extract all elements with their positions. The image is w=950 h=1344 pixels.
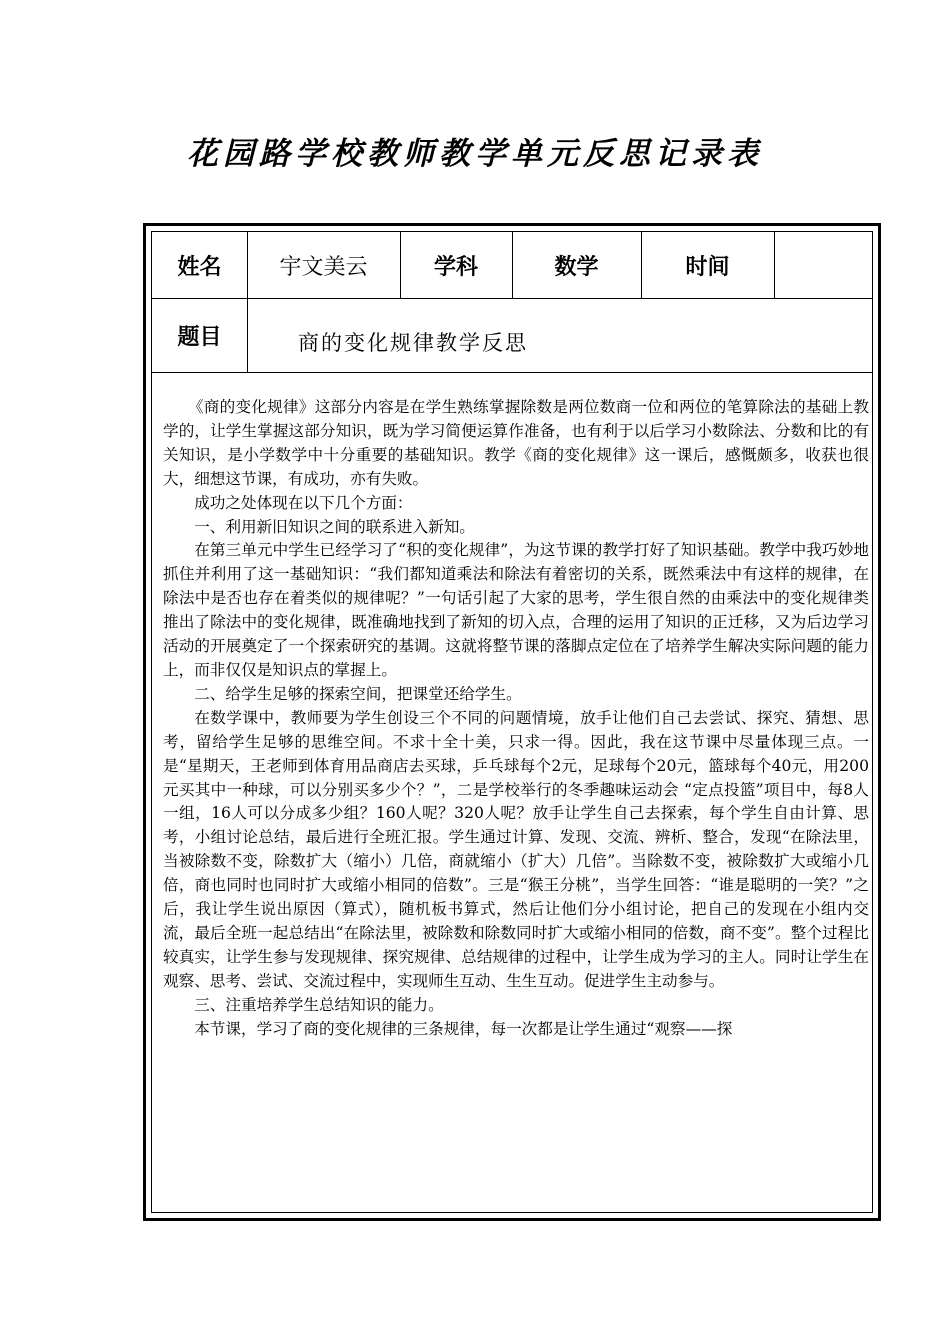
name-value: 宇文美云 bbox=[279, 254, 368, 280]
subject-label: 学科 bbox=[433, 254, 478, 280]
time-value bbox=[774, 232, 878, 298]
topic-value: 商的变化规律教学反思 bbox=[298, 331, 528, 355]
paragraph-point-two: 在数学课中，教师要为学生创设三个不同的问题情境，放手让他们自己去尝试、探究、猜想、思考，留给学生足够的思维空间。不求十全十美，只求一得。因此，我在这节课中尽量体现三点。一是“星期天，王老师到体育用品商店去买球，乒乓球每个2元，足球每个20元，篮球每个40元，用200元买其中一种球，可以分别买多少个？”，二是学校举行的冬季趣味运动会 “定点投篮”项目中，每8人一组，16人可以分成多少组？160人呢？320人呢？放手让学生自己去探索，每个学生自由计算、思考，小组讨论总结，最后进行全班汇报。学生通过计算、发现、交流、辨析、整合，发现“在除法里，当被除数不变，除数扩大（缩小）几倍，商就缩小（扩大）几倍”。当除数不变，被除数扩大或缩小几倍，商也同时也同时扩大或缩小相同的倍数”。三是“猴王分桃”，当学生回答：“谁是聪明的一笑？”之后，我让学生说出原因（算式），随机板书算式，然后让他们分小组讨论，把自己的发现在小组内交流，最后全班一起总结出“在除法里，被除数和除数同时扩大或缩小相同的倍数，商不变”。整个过程比较真实，让学生参与发现规律、探究规律、总结规律的过程中，让学生成为学习的主人。同时让学生在观察、思考、尝试、交流过程中，实现师生互动、生生互动。促进学生主动参与。 bbox=[163, 708, 869, 990]
paragraph-success-lead: 成功之处体现在以下几个方面： bbox=[194, 493, 413, 512]
name-label: 姓名 bbox=[177, 254, 222, 280]
reflection-body bbox=[163, 396, 869, 1041]
paragraph-point-one: 在第三单元中学生已经学习了“积的变化规律”，为这节课的教学打好了知识基础。教学中我巧妙地抓住并利用了这一基础知识：“我们都知道乘法和除法有着密切的关系，既然乘法中有这样的规律，在除法中是否也存在着类似的规律呢？”一句话引起了大家的思考，学生很自然的由乘法中的变化规律类推出了除法中的变化规律，既准确地找到了新知的切入点，合理的运用了知识的正迁移，又为后边学习活动的开展奠定了一个探索研究的基调。这就将整节课的落脚点定位在了培养学生解决实际问题的能力上，而非仅仅是知识点的掌握上。 bbox=[163, 541, 869, 679]
paragraph-point-one-heading: 一、利用新旧知识之间的联系进入新知。 bbox=[194, 517, 475, 536]
record-form-outer-border bbox=[143, 223, 881, 1221]
topic-label: 题目 bbox=[177, 324, 222, 350]
time-label: 时间 bbox=[685, 254, 730, 280]
row-divider-header bbox=[152, 298, 872, 299]
document-title: 花园路学校教师教学单元反思记录表 bbox=[187, 136, 763, 172]
paragraph-intro: 《商的变化规律》这部分内容是在学生熟练掌握除数是两位数商一位和两位的笔算除法的基础上教学的，让学生掌握这部分知识，既为学习简便运算作准备，也有利于以后学习小数除法、分数和比的有关知识，是小学数学中十分重要的基础知识。教学《商的变化规律》这一课后，感慨颇多，收获也很大，细想这节课，有成功，亦有失败。 bbox=[163, 398, 869, 488]
record-form-table bbox=[151, 231, 873, 1213]
paragraph-point-three-heading: 三、注重培养学生总结知识的能力。 bbox=[194, 995, 444, 1014]
row-divider-topic bbox=[152, 372, 872, 373]
paragraph-point-two-heading: 二、给学生足够的探索空间，把课堂还给学生。 bbox=[194, 684, 522, 703]
subject-value: 数学 bbox=[554, 254, 599, 280]
paragraph-point-three: 本节课，学习了商的变化规律的三条规律，每一次都是让学生通过“观察——探 bbox=[194, 1019, 733, 1038]
